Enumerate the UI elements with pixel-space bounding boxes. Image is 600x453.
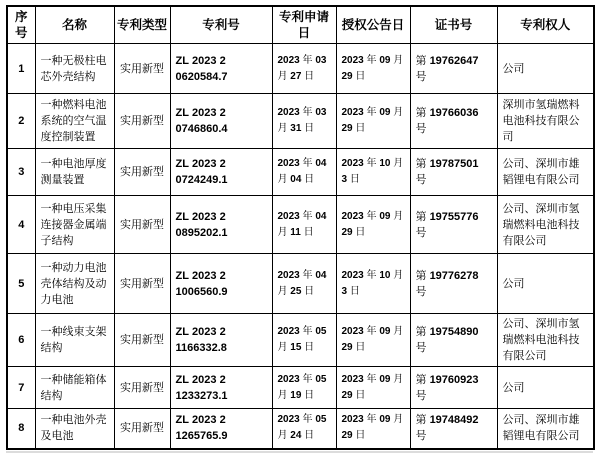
cell-application-date: 2023 年 05 月 24 日 (272, 409, 336, 449)
cell-serial-number: 4 (7, 196, 35, 254)
cell-serial-number: 6 (7, 314, 35, 367)
cell-certificate-number: 第 19754890 号 (410, 314, 497, 367)
cell-patent-name: 一种线束支架结构 (35, 314, 114, 367)
header-serial-number: 序号 (7, 6, 35, 44)
cell-patent-owner: 公司、深圳市雄韬锂电有限公司 (497, 149, 594, 196)
table-row (7, 196, 594, 254)
patent-table (6, 5, 595, 450)
cell-patent-owner: 公司 (497, 254, 594, 314)
header-patent-owner: 专利权人 (497, 6, 594, 44)
header-application-date: 专利申请日 (272, 6, 336, 44)
table-row (7, 149, 594, 196)
table-row (7, 44, 594, 94)
cell-patent-owner: 公司 (497, 367, 594, 409)
cell-patent-number: ZL 2023 2 0620584.7 (170, 44, 272, 94)
header-patent-type: 专利类型 (114, 6, 170, 44)
header-row (7, 6, 594, 44)
cell-grant-date: 2023 年 10 月 3 日 (336, 254, 410, 314)
cell-patent-number: ZL 2023 2 1166332.8 (170, 314, 272, 367)
patent-table-body (7, 44, 594, 449)
cell-certificate-number: 第 19748492 号 (410, 409, 497, 449)
table-row (7, 94, 594, 149)
cell-grant-date: 2023 年 09 月 29 日 (336, 196, 410, 254)
cell-patent-name: 一种电池外壳及电池 (35, 409, 114, 449)
cell-serial-number: 2 (7, 94, 35, 149)
cell-patent-type: 实用新型 (114, 367, 170, 409)
cell-grant-date: 2023 年 10 月 3 日 (336, 149, 410, 196)
cell-patent-name: 一种无极柱电芯外壳结构 (35, 44, 114, 94)
cell-patent-number: ZL 2023 2 0895202.1 (170, 196, 272, 254)
cell-patent-owner: 公司、深圳市氢瑞燃料电池科技有限公司 (497, 314, 594, 367)
cell-patent-owner: 公司、深圳市雄韬锂电有限公司 (497, 409, 594, 449)
cell-patent-number: ZL 2023 2 1265765.9 (170, 409, 272, 449)
cell-serial-number: 1 (7, 44, 35, 94)
cell-application-date: 2023 年 04 月 25 日 (272, 254, 336, 314)
table-row (7, 254, 594, 314)
cell-application-date: 2023 年 03 月 31 日 (272, 94, 336, 149)
cell-patent-number: ZL 2023 2 1233273.1 (170, 367, 272, 409)
cell-grant-date: 2023 年 09 月 29 日 (336, 94, 410, 149)
cell-patent-type: 实用新型 (114, 254, 170, 314)
cell-application-date: 2023 年 04 月 11 日 (272, 196, 336, 254)
cell-certificate-number: 第 19787501 号 (410, 149, 497, 196)
cell-patent-owner: 深圳市氢瑞燃料电池科技有限公司 (497, 94, 594, 149)
cell-grant-date: 2023 年 09 月 29 日 (336, 409, 410, 449)
cell-certificate-number: 第 19766036 号 (410, 94, 497, 149)
cell-patent-name: 一种电池厚度测量装置 (35, 149, 114, 196)
table-bottom-shadow (6, 451, 593, 453)
cell-patent-owner: 公司、深圳市氢瑞燃料电池科技有限公司 (497, 196, 594, 254)
cell-patent-type: 实用新型 (114, 94, 170, 149)
cell-certificate-number: 第 19760923 号 (410, 367, 497, 409)
cell-serial-number: 7 (7, 367, 35, 409)
patent-table-header (7, 6, 594, 44)
table-row (7, 367, 594, 409)
cell-application-date: 2023 年 05 月 19 日 (272, 367, 336, 409)
cell-patent-number: ZL 2023 2 0746860.4 (170, 94, 272, 149)
header-patent-name: 名称 (35, 6, 114, 44)
cell-patent-name: 一种储能箱体结构 (35, 367, 114, 409)
cell-patent-number: ZL 2023 2 0724249.1 (170, 149, 272, 196)
header-patent-number: 专利号 (170, 6, 272, 44)
cell-application-date: 2023 年 04 月 04 日 (272, 149, 336, 196)
cell-patent-name: 一种燃料电池系统的空气温度控制装置 (35, 94, 114, 149)
cell-application-date: 2023 年 03 月 27 日 (272, 44, 336, 94)
cell-patent-type: 实用新型 (114, 149, 170, 196)
cell-serial-number: 3 (7, 149, 35, 196)
cell-patent-type: 实用新型 (114, 44, 170, 94)
cell-certificate-number: 第 19762647 号 (410, 44, 497, 94)
table-row (7, 314, 594, 367)
cell-patent-type: 实用新型 (114, 196, 170, 254)
cell-serial-number: 5 (7, 254, 35, 314)
header-certificate-number: 证书号 (410, 6, 497, 44)
cell-serial-number: 8 (7, 409, 35, 449)
cell-grant-date: 2023 年 09 月 29 日 (336, 367, 410, 409)
cell-patent-name: 一种动力电池壳体结构及动力电池 (35, 254, 114, 314)
cell-application-date: 2023 年 05 月 15 日 (272, 314, 336, 367)
header-grant-date: 授权公告日 (336, 6, 410, 44)
cell-grant-date: 2023 年 09 月 29 日 (336, 44, 410, 94)
table-row (7, 409, 594, 449)
cell-grant-date: 2023 年 09 月 29 日 (336, 314, 410, 367)
cell-patent-number: ZL 2023 2 1006560.9 (170, 254, 272, 314)
cell-patent-type: 实用新型 (114, 409, 170, 449)
cell-certificate-number: 第 19776278 号 (410, 254, 497, 314)
cell-patent-type: 实用新型 (114, 314, 170, 367)
cell-patent-name: 一种电压采集连接器金属端子结构 (35, 196, 114, 254)
cell-certificate-number: 第 19755776 号 (410, 196, 497, 254)
cell-patent-owner: 公司 (497, 44, 594, 94)
